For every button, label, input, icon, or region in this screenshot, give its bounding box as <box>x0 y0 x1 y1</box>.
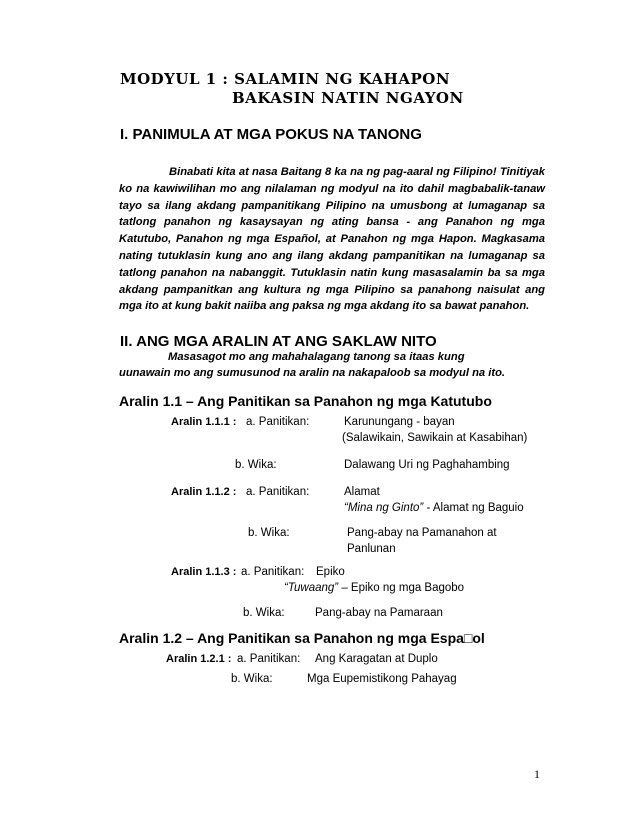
aralin-1-2-1-b-value: Mga Eupemistikong Pahayag <box>307 673 457 685</box>
module-title-line1: MODYUL 1 : SALAMIN NG KAHAPON <box>120 70 451 88</box>
aralin-1-2-1-label: Aralin 1.2.1 : <box>166 653 232 665</box>
aralin-1-1-1-a-value: Karunungang - bayan <box>344 416 455 428</box>
aralin-1-1-2-a-value2 <box>344 502 524 514</box>
aralin-1-2-1-b-label: b. Wika: <box>231 673 273 685</box>
aralin-1-1-3-b-label: b. Wika: <box>243 607 285 619</box>
aralin-1-1-2-b-value2: Panlunan <box>347 543 396 555</box>
aralin-1-1-heading: Aralin 1.1 – Ang Panitikan sa Panahon ng mga Katutubo <box>119 393 492 409</box>
aralin-1-1-3-b-value: Pang-abay na Pamaraan <box>315 607 443 619</box>
aralin-1-1-2-a-label: a. Panitikan: <box>246 486 310 498</box>
aralin-1-1-1-b-value: Dalawang Uri ng Paghahambing <box>344 459 510 471</box>
aralin-1-1-1-label: Aralin 1.1.1 : <box>171 416 237 428</box>
section2-intro-line2: uunawain mo ang sumusunod na aralin na nakapaloob sa modyul na ito. <box>119 367 506 379</box>
aralin-1-2-1-a-label: a. Panitikan: <box>237 653 301 665</box>
aralin-1-1-1-a-label: a. Panitikan: <box>246 416 310 428</box>
section1-paragraph <box>119 164 545 315</box>
aralin-1-1-3-a-value2 <box>284 582 464 594</box>
aralin-1-1-2-a-value: Alamat <box>344 486 380 498</box>
aralin-1-2-1-a-value: Ang Karagatan at Duplo <box>315 653 438 665</box>
legend-title-rest: - Alamat ng Baguio <box>423 502 524 514</box>
section1-heading: I. PANIMULA AT MGA POKUS NA TANONG <box>120 126 422 143</box>
aralin-1-2-heading: Aralin 1.2 – Ang Panitikan sa Panahon ng mga Espa□ol <box>119 630 485 646</box>
aralin-1-1-2-label: Aralin 1.1.2 : <box>171 486 237 498</box>
epic-title-rest: – Epiko ng mga Bagobo <box>338 582 465 594</box>
section1-paragraph-text: Binabati kita at nasa Baitang 8 ka na ng pag-aaral ng Filipino! Tinitiyak ko na kawiwilihan mo ang nilalaman ng modyul na ito dahil magbabalik-tanaw tayo sa ilang akdang pampanitikang Pilipino na umusbong at lumaganap sa tatlong panahon ng kasaysayan ng ating bansa - ang Panahon ng mga Katutubo, Panahon ng mga Español, at Panahon ng mga Hapon. Magkasama nating tutuklasin kung ano ang ilang akdang pampanitikan na lumaganap sa tatlong panahon na nabanggit. Tutuklasin natin kung masasalamin ba sa mga akdang pampanitkan ang kultura ng mga Pilipino sa panahong naisulat ang mga ito at kung bakit naiiba ang paksa ng mga akdang ito sa bawat panahon. <box>119 166 545 313</box>
aralin-1-1-3-label: Aralin 1.1.3 : <box>171 566 237 578</box>
section2-intro-line1: Masasagot mo ang mahahalagang tanong sa itaas kung <box>168 351 465 363</box>
aralin-1-1-1-a-value2: (Salawikain, Sawikain at Kasabihan) <box>342 432 528 444</box>
aralin-1-1-2-b-label: b. Wika: <box>248 527 290 539</box>
aralin-1-1-1-b-label: b. Wika: <box>235 459 277 471</box>
aralin-1-1-2-b-value: Pang-abay na Pamanahon at <box>347 527 497 539</box>
epic-title-italic: “Tuwaang” <box>284 582 339 594</box>
aralin-1-1-3-a-label: a. Panitikan: <box>241 566 305 578</box>
legend-title-italic: “Mina ng Ginto” <box>344 502 424 514</box>
section2-heading: II. ANG MGA ARALIN AT ANG SAKLAW NITO <box>120 333 437 350</box>
page-number: 1 <box>534 767 540 781</box>
aralin-1-1-3-a-value: Epiko <box>316 566 345 578</box>
module-title-line2: BAKASIN NATIN NGAYON <box>232 89 464 107</box>
